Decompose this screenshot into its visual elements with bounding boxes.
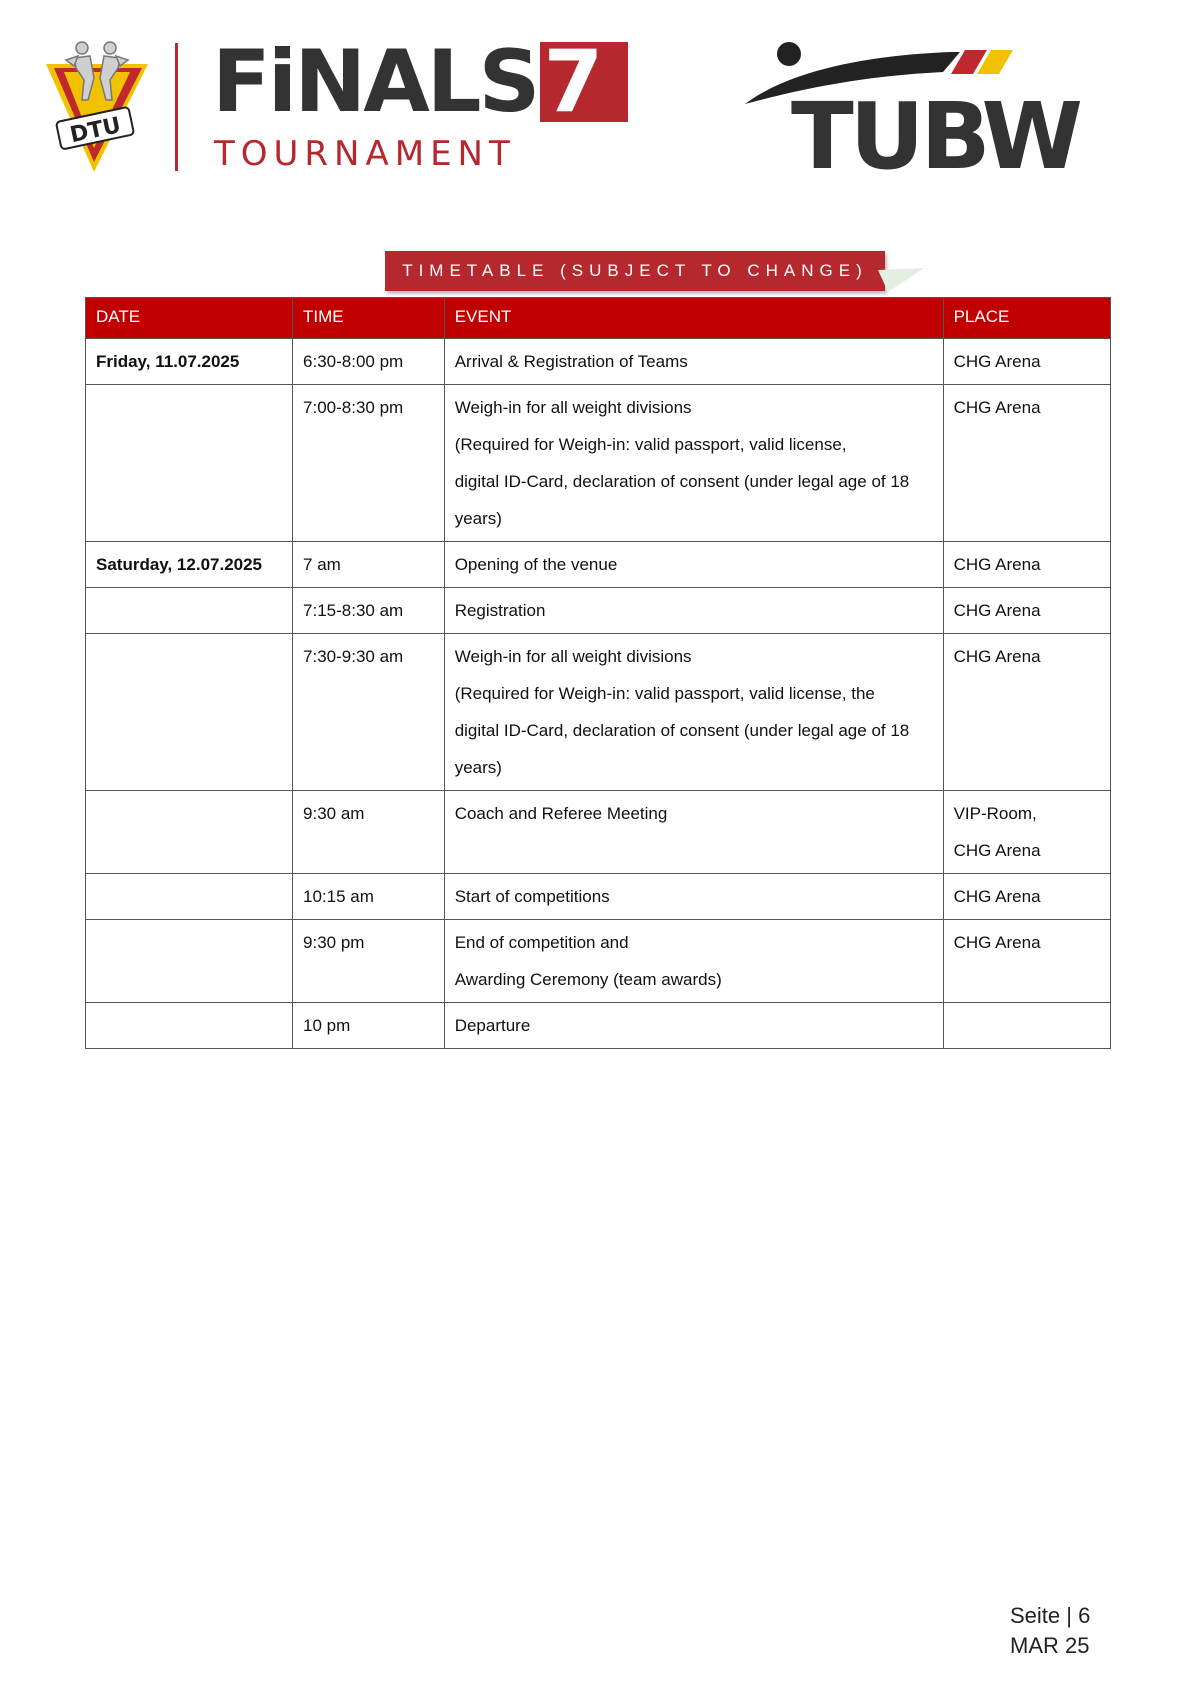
- place-cell: [943, 791, 1110, 874]
- time-cell: 9:30 pm: [293, 920, 445, 1003]
- time-cell: 7 am: [293, 542, 445, 588]
- table-header-row: [86, 298, 1111, 339]
- event-cell: [444, 874, 943, 920]
- event-cell: [444, 920, 943, 1003]
- place-cell: [943, 385, 1110, 542]
- finals-logo: [212, 32, 628, 174]
- place-line: CHG Arena: [953, 841, 1041, 860]
- event-line: Coach and Referee Meeting: [454, 804, 668, 823]
- event-line: (Required for Weigh-in: valid passport, valid license, the: [454, 684, 875, 703]
- table-row: [86, 1003, 1111, 1049]
- column-header-time: TIME: [293, 298, 445, 339]
- event-line: years): [454, 758, 502, 777]
- place-line: VIP-Room,: [953, 804, 1037, 823]
- footer-date: MAR 25: [1010, 1633, 1090, 1658]
- dtu-logo: [44, 38, 150, 174]
- event-line: Weigh-in for all weight divisions: [454, 398, 692, 417]
- column-header-date: DATE: [86, 298, 293, 339]
- place-cell: [943, 920, 1110, 1003]
- date-cell: Friday, 11.07.2025: [86, 339, 293, 385]
- event-line: Awarding Ceremony (team awards): [454, 970, 722, 989]
- date-cell: [86, 588, 293, 634]
- table-row: [86, 588, 1111, 634]
- event-line: digital ID-Card, declaration of consent (under legal age of 18: [454, 472, 910, 491]
- time-cell: 10:15 am: [293, 874, 445, 920]
- table-row: [86, 791, 1111, 874]
- place-line: CHG Arena: [953, 887, 1041, 906]
- place-cell: [943, 588, 1110, 634]
- event-line: Arrival & Registration of Teams: [454, 352, 688, 371]
- table-row: [86, 542, 1111, 588]
- time-cell: 7:00-8:30 pm: [293, 385, 445, 542]
- event-cell: [444, 588, 943, 634]
- timetable: [85, 297, 1111, 1049]
- place-line: CHG Arena: [953, 647, 1041, 666]
- tubw-logo-text: TUBW: [790, 83, 1080, 172]
- tubw-logo: [745, 42, 1097, 172]
- dtu-logo-text: DTU: [67, 113, 124, 149]
- table-row: [86, 874, 1111, 920]
- date-cell: [86, 634, 293, 791]
- place-cell: [943, 339, 1110, 385]
- banner-accent-shape: [878, 266, 928, 294]
- time-cell: 9:30 am: [293, 791, 445, 874]
- event-line: Departure: [454, 1016, 531, 1035]
- event-line: digital ID-Card, declaration of consent (under legal age of 18: [454, 721, 910, 740]
- date-cell: Saturday, 12.07.2025: [86, 542, 293, 588]
- table-row: [86, 385, 1111, 542]
- date-cell: [86, 385, 293, 542]
- place-cell: [943, 1003, 1110, 1049]
- time-cell: 7:15-8:30 am: [293, 588, 445, 634]
- event-cell: [444, 385, 943, 542]
- event-cell: [444, 791, 943, 874]
- place-line: CHG Arena: [953, 933, 1041, 952]
- header-divider: [175, 43, 178, 171]
- page-footer: [1010, 1601, 1090, 1661]
- date-cell: [86, 791, 293, 874]
- event-cell: [444, 1003, 943, 1049]
- table-row: [86, 339, 1111, 385]
- place-cell: [943, 542, 1110, 588]
- event-cell: [444, 339, 943, 385]
- place-cell: [943, 874, 1110, 920]
- place-cell: [943, 634, 1110, 791]
- event-line: Registration: [454, 601, 546, 620]
- event-line: Opening of the venue: [454, 555, 618, 574]
- date-cell: [86, 1003, 293, 1049]
- date-cell: [86, 874, 293, 920]
- place-line: CHG Arena: [953, 555, 1041, 574]
- event-cell: [444, 634, 943, 791]
- table-row: [86, 634, 1111, 791]
- column-header-event: EVENT: [444, 298, 943, 339]
- finals-word: FiNALS: [212, 32, 538, 132]
- tournament-subtitle: TOURNAMENT: [214, 134, 516, 174]
- finals-title: [212, 32, 628, 132]
- event-line: Start of competitions: [454, 887, 610, 906]
- column-header-place: PLACE: [943, 298, 1110, 339]
- place-line: CHG Arena: [953, 352, 1041, 371]
- page-number: Seite | 6: [1010, 1603, 1091, 1628]
- time-cell: 6:30-8:00 pm: [293, 339, 445, 385]
- time-cell: 10 pm: [293, 1003, 445, 1049]
- event-line: years): [454, 509, 502, 528]
- time-cell: 7:30-9:30 am: [293, 634, 445, 791]
- event-line: End of competition and: [454, 933, 629, 952]
- timetable-banner: TIMETABLE (SUBJECT TO CHANGE): [385, 251, 885, 291]
- date-cell: [86, 920, 293, 1003]
- event-line: Weigh-in for all weight divisions: [454, 647, 692, 666]
- place-line: CHG Arena: [953, 601, 1041, 620]
- finals-number: 7: [540, 42, 629, 122]
- event-line: (Required for Weigh-in: valid passport, valid license,: [454, 435, 847, 454]
- event-cell: [444, 542, 943, 588]
- place-line: CHG Arena: [953, 398, 1041, 417]
- table-row: [86, 920, 1111, 1003]
